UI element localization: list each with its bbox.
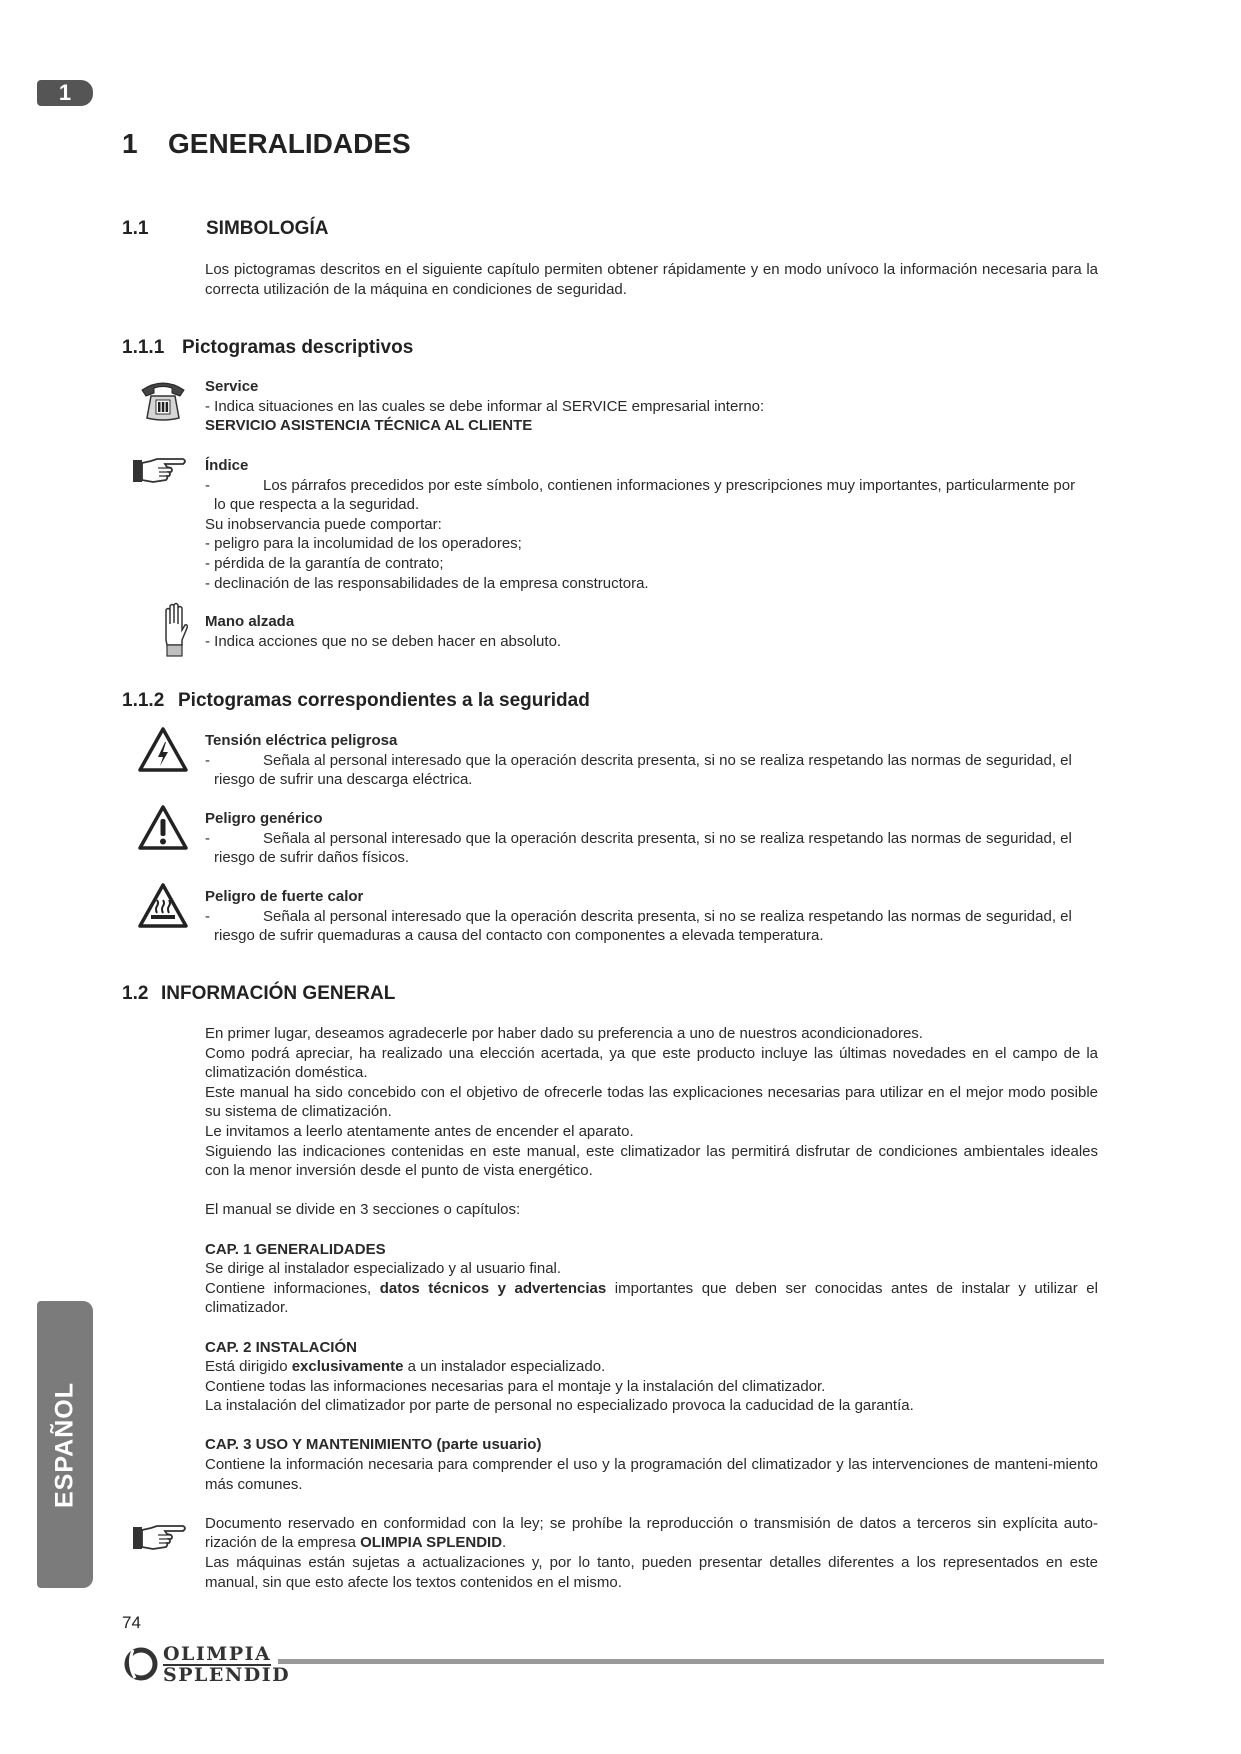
safety-item-dash: - (205, 907, 210, 925)
indice-item: - pérdida de la garantía de contrato; (205, 554, 444, 572)
safety-item-title: Tensión eléctrica peligrosa (205, 732, 398, 749)
paragraph: En primer lugar, deseamos agradecerle por haber dado su preferencia a uno de nuestros acondicionadores. (205, 1025, 923, 1042)
safety-item-text-cont: riesgo de sufrir daños físicos. (214, 849, 410, 867)
safety-item-text: Señala al personal interesado que la operación descrita presenta, si no se realiza respetando las normas de seguridad, el (263, 751, 1072, 769)
paragraph: Siguiendo las indicaciones contenidas en este manual, este climatizador las permitirá disfrutar de condiciones ambientales ideales con la menor inversión desde el punto de vista energético. (205, 1142, 1098, 1180)
general-info-body (205, 1024, 1098, 1592)
safety-item-generic (205, 809, 1098, 868)
footer-rule (278, 1659, 1104, 1664)
language-tab-label: ESPAÑOL (50, 1381, 79, 1508)
service-block (205, 377, 1098, 436)
hot-surface-icon (137, 882, 189, 930)
section-1-2-heading (122, 983, 395, 1005)
section-1-2-number: 1.2 (122, 983, 149, 1004)
cap2-line: La instalación del climatizador por parte de personal no especializado provoca la caducidad de la garantía. (205, 1397, 914, 1415)
cap2-title: CAP. 2 INSTALACIÓN (205, 1338, 357, 1356)
pointing-hand-icon (131, 456, 191, 486)
telephone-icon (139, 378, 187, 424)
note-line: Las máquinas están sujetas a actualizaciones y, por lo tanto, pueden presentar detalles diferentes a los representados en este manual, sin que esto afecte los textos contenidos en el mismo. (205, 1554, 1098, 1591)
paragraph: Este manual ha sido concebido con el objetivo de ofrecerle todas las explicaciones necesarias para utilizar en el mejor modo posible su sistema de climatización. (205, 1083, 1098, 1121)
text-run: a un instalador especializado. (403, 1358, 606, 1376)
cap1-title: CAP. 1 GENERALIDADES (205, 1240, 386, 1258)
pointing-hand-icon (131, 1523, 191, 1553)
section-1-2-title: INFORMACIÓN GENERAL (161, 983, 396, 1004)
indice-block (205, 456, 1098, 593)
safety-item-title: Peligro genérico (205, 810, 323, 827)
chapter-tab (37, 80, 93, 106)
language-tab (37, 1301, 93, 1588)
text-run-bold: exclusivamente (291, 1358, 404, 1376)
cap1-line (205, 1279, 1098, 1318)
text-run: . (502, 1534, 507, 1552)
paragraph: El manual se divide en 3 secciones o capítulos: (205, 1201, 521, 1219)
safety-item-heat (205, 887, 1098, 946)
page-title-number: 1 (122, 128, 138, 159)
cap3-line: Contiene la información necesaria para comprender el uso y la programación del climatizador y las intervenciones de manteni-miento más comunes. (205, 1456, 1098, 1493)
section-1-1-1-title: Pictogramas descriptivos (182, 337, 414, 358)
page-title-text: GENERALIDADES (168, 128, 411, 159)
section-1-1-number: 1.1 (122, 218, 149, 239)
text-run-bold: datos técnicos y advertencias (379, 1279, 607, 1297)
section-1-1-1-heading (122, 337, 413, 359)
cap3-title: CAP. 3 USO Y MANTENIMIENTO (parte usuario) (205, 1436, 542, 1454)
cap2-line: Contiene todas las informaciones necesarias para el montaje y la instalación del climatizador. (205, 1377, 826, 1395)
chapter-tab-number: 1 (58, 80, 72, 105)
section-1-1-2-heading (122, 690, 590, 712)
section-1-1-2-title: Pictogramas correspondientes a la seguridad (178, 690, 590, 711)
brand-name (163, 1645, 290, 1684)
indice-item: - declinación de las responsabilidades de la empresa constructora. (205, 574, 649, 592)
safety-item-dash: - (205, 751, 210, 769)
section-1-1-body: Los pictogramas descritos en el siguiente capítulo permiten obtener rápidamente y en modo unívoco la información necesaria para la correcta utilización de la máquina en condiciones de seguridad. (205, 261, 1098, 298)
mano-line: - Indica acciones que no se deben hacer en absoluto. (205, 632, 562, 650)
section-1-1-title: SIMBOLOGÍA (206, 218, 329, 239)
paragraph: Le invitamos a leerlo atentamente antes de encender el aparato. (205, 1122, 634, 1140)
cap2-line (205, 1357, 1098, 1377)
service-contact: SERVICIO ASISTENCIA TÉCNICA AL CLIENTE (205, 417, 533, 435)
brand-name-line2: SPLENDID (163, 1664, 291, 1686)
text-run: Documento reservado en conformidad con la ley; se prohíbe la reproducción o transmisión de datos a terceros sin explícita auto-rización de la empresa (205, 1514, 1098, 1552)
indice-dash: - (205, 476, 210, 494)
indice-text: Los párrafos precedidos por este símbolo, contienen informaciones y prescripciones muy importantes, particularmente por (263, 476, 1076, 494)
text-run: Está dirigido (205, 1358, 292, 1376)
general-hazard-icon (137, 804, 189, 852)
safety-item-text: Señala al personal interesado que la operación descrita presenta, si no se realiza respetando las normas de seguridad, el (263, 829, 1072, 847)
cap1-line: Se dirige al instalador especializado y al usuario final. (205, 1260, 562, 1278)
section-1-1-1-number: 1.1.1 (122, 337, 165, 358)
mano-title: Mano alzada (205, 613, 295, 630)
indice-item: - peligro para la incolumidad de los operadores; (205, 535, 522, 553)
text-run: Contiene informaciones, (205, 1279, 380, 1297)
safety-item-dash: - (205, 829, 210, 847)
text-run: importantes que deben ser conocidas antes de instalar y utilizar el climatizador. (205, 1279, 1098, 1317)
safety-item-text-cont: riesgo de sufrir quemaduras a causa del contacto con componentes a elevada temperatura. (214, 927, 824, 945)
section-1-1-2-number: 1.1.2 (122, 690, 165, 711)
safety-item-electric (205, 731, 1098, 790)
safety-item-text: Señala al personal interesado que la operación descrita presenta, si no se realiza respetando las normas de seguridad, el (263, 907, 1072, 925)
brand-logo-icon (121, 1644, 161, 1684)
indice-intro: Su inobservancia puede comportar: (205, 515, 442, 533)
note-line (205, 1514, 1098, 1553)
service-title: Service (205, 378, 259, 395)
text-run-bold: OLIMPIA SPLENDID (360, 1534, 503, 1552)
page-number: 74 (122, 1613, 141, 1632)
safety-item-title: Peligro de fuerte calor (205, 888, 364, 905)
section-1-1-heading (122, 218, 328, 240)
page-title (122, 128, 411, 160)
safety-item-text-cont: riesgo de sufrir una descarga eléctrica. (214, 771, 473, 789)
mano-block (205, 612, 1098, 651)
paragraph: Como podrá apreciar, ha realizado una elección acertada, ya que este producto incluye las últimas novedades en el campo de la climatización doméstica. (205, 1044, 1098, 1082)
indice-title: Índice (205, 457, 249, 474)
service-line: - Indica situaciones en las cuales se debe informar al SERVICE empresarial interno: (205, 397, 765, 415)
indice-text-cont: lo que respecta a la seguridad. (214, 496, 420, 514)
brand-name-line1: OLIMPIA (163, 1643, 272, 1665)
raised-hand-icon (160, 600, 190, 658)
electric-hazard-icon (137, 726, 189, 774)
